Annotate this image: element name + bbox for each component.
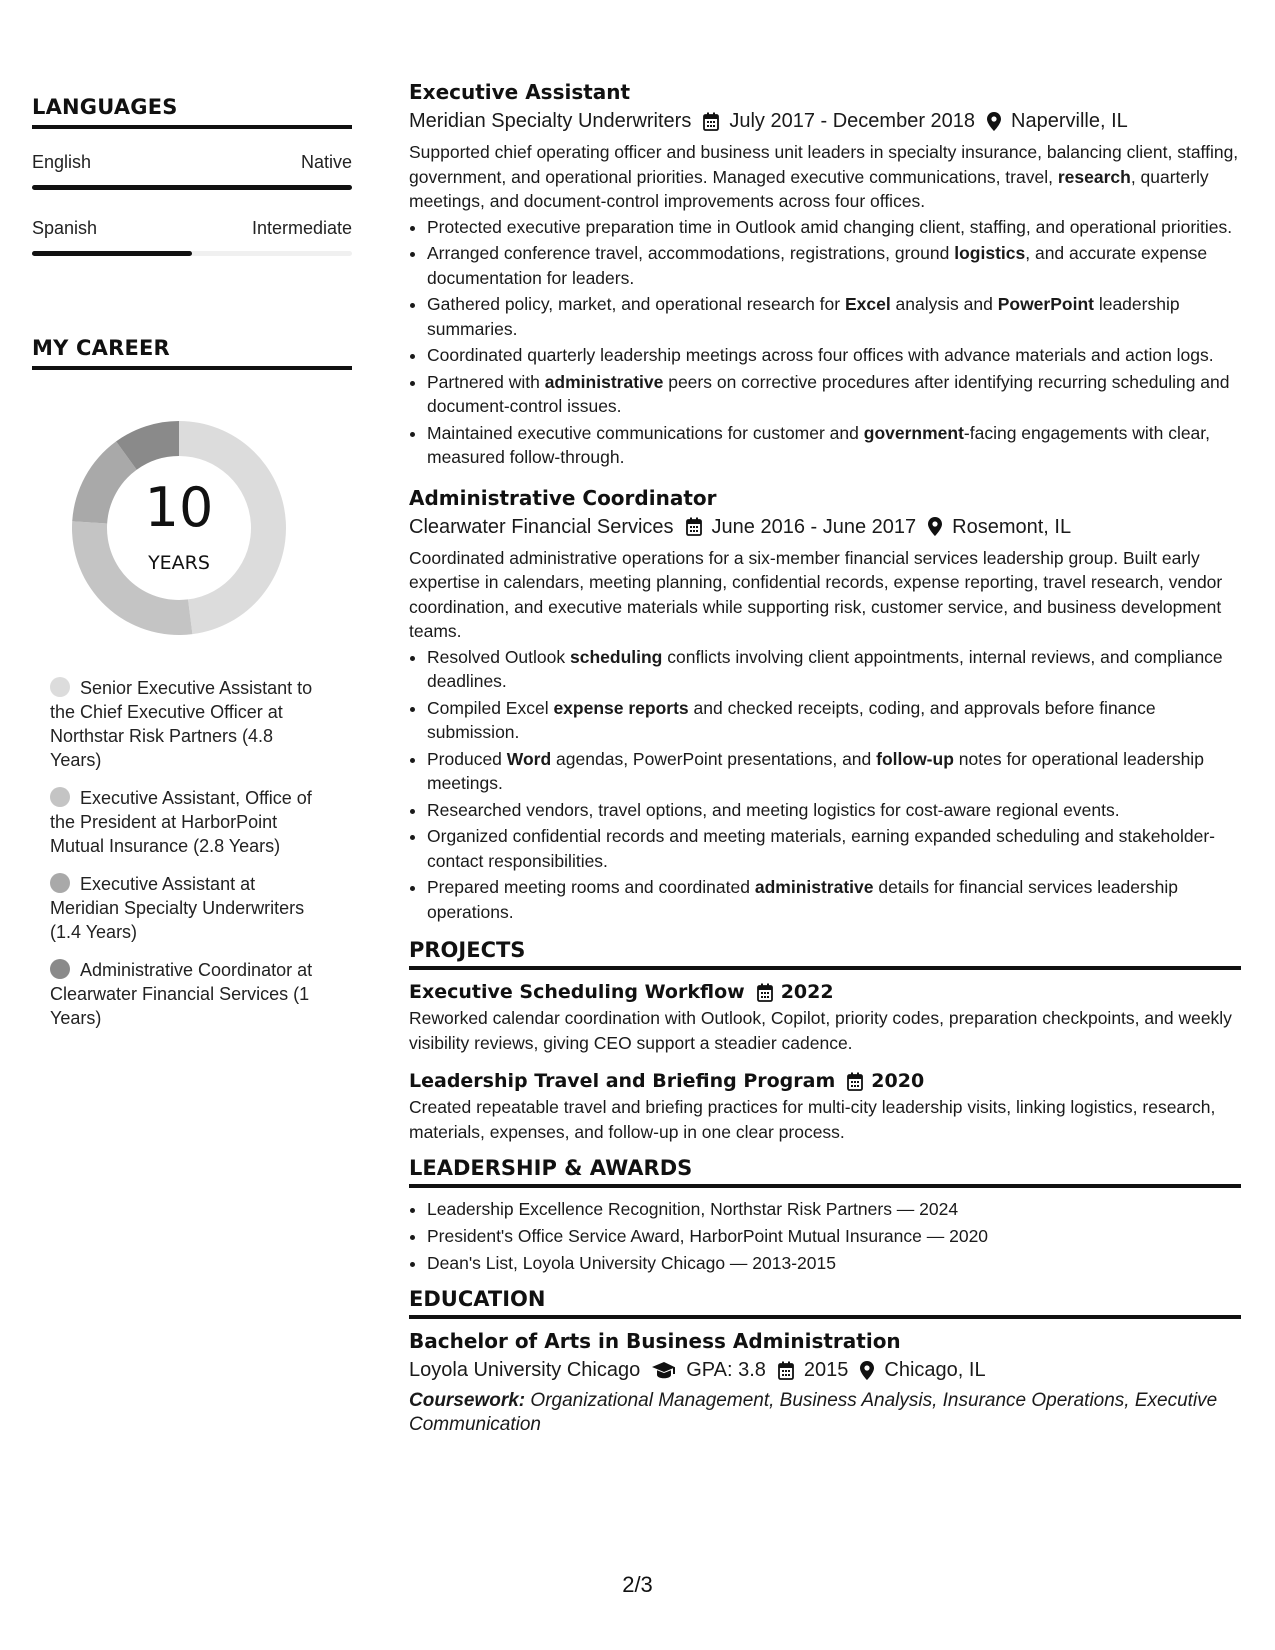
legend-dot [50,677,70,697]
job-meta [409,512,1241,542]
project-item [409,978,1241,1055]
bullet-item: • Partnered with administrative peers on corrective procedures after identifying recurring scheduling and document-control issues. [427,370,1241,419]
coursework [409,1389,1241,1437]
job-dates: June 2016 - June 2017 [711,515,917,538]
legend-label: Senior Executive Assistant to the Chief Executive Officer at Northstar Risk Partners (4.8 Years) [50,678,313,770]
job-title: Executive Assistant [409,80,631,104]
award-item: • Dean's List, Loyola University Chicago — 2013-2015 [427,1250,1241,1277]
job-bullets [427,645,1241,925]
donut-total-unit: YEARS [148,552,210,574]
language-level: Intermediate [251,218,352,238]
legend-label: Executive Assistant at Meridian Specialty Underwriters (1.4 Years) [50,874,305,942]
project-name: Executive Scheduling Workflow [409,981,745,1003]
job-dates: July 2017 - December 2018 [729,110,976,132]
bullet-item: • Arranged conference travel, accommodations, registrations, ground logistics, and accurate expense documentation for leaders. [427,241,1241,290]
degree-title: Bachelor of Arts in Business Administration [409,1329,901,1353]
career-donut-chart [64,413,294,643]
donut-total-number: 10 [144,476,214,539]
education-gpa: GPA: 3.8 [686,1359,766,1381]
coursework-label: Coursework: [409,1390,526,1411]
awards-heading: LEADERSHIP & AWARDS [409,1156,1241,1188]
education-location: Chicago, IL [884,1359,986,1381]
project-description: Reworked calendar coordination with Outlook, Copilot, priority codes, preparation checkpoints, and weekly visibility reviews, giving CEO support a steadier cadence. [409,1008,1232,1053]
legend-label: Executive Assistant, Office of the President at HarborPoint Mutual Insurance (2.8 Years) [50,788,312,856]
bullet-item: • Gathered policy, market, and operational research for Excel analysis and PowerPoint leadership summaries. [427,292,1241,341]
legend-dot [50,959,70,979]
graduation-cap-icon [652,1361,676,1379]
school-name: Loyola University Chicago [409,1359,641,1381]
bullet-item: • Resolved Outlook scheduling conflicts involving client appointments, internal reviews, and compliance deadlines. [427,645,1241,694]
calendar-icon [703,112,719,131]
project-item [409,1067,1241,1144]
calendar-icon [847,1072,863,1091]
education-meta [409,1355,1241,1385]
calendar-icon [686,517,702,536]
map-pin-icon [928,517,942,536]
job-summary: Coordinated administrative operations for a six-member financial services leadership group. Built early expertise in calendars, meeting planning, confidential records, expense reporting, travel research, vendor coordination, and executive materials while supporting risk, customer service, and business development teams. [409,547,1223,641]
page-number: 2/3 [622,1572,653,1597]
education-heading: EDUCATION [409,1287,1241,1319]
language-item [32,218,352,256]
experience-entry [409,484,1241,925]
career-legend [50,676,325,1044]
company-name: Meridian Specialty Underwriters [409,110,692,132]
language-bar-fill [32,251,192,256]
languages-heading: LANGUAGES [32,95,352,129]
job-location: Rosemont, IL [952,515,1072,538]
bullet-item: • Researched vendors, travel options, and meeting logistics for cost-aware regional events. [427,798,1241,823]
language-name: Spanish [32,218,98,238]
calendar-icon [757,983,773,1002]
language-bar [32,251,352,256]
project-year: 2020 [871,1070,925,1092]
career-heading: MY CAREER [32,336,352,370]
bullet-item: • Organized confidential records and meeting materials, earning expanded scheduling and stakeholder-contact responsibilities. [427,824,1241,873]
project-description: Created repeatable travel and briefing practices for multi-city leadership visits, linking logistics, research, materials, expenses, and follow-up in one clear process. [409,1097,1216,1142]
career-legend-item [50,958,325,1030]
job-meta [409,106,1241,136]
projects-heading: PROJECTS [409,938,1241,970]
bullet-item: • Protected executive preparation time in Outlook amid changing client, staffing, and operational priorities. [427,215,1241,240]
job-summary: Supported chief operating officer and business unit leaders in specialty insurance, balancing client, staffing, government, and operational priorities. Managed executive communications, travel, research, quarterly meetings, and document-control improvements across four offices. [409,142,1239,211]
award-item: • President's Office Service Award, HarborPoint Mutual Insurance — 2020 [427,1223,1241,1250]
project-name: Leadership Travel and Briefing Program [409,1070,836,1092]
career-legend-item [50,872,325,944]
legend-dot [50,787,70,807]
language-item [32,152,352,190]
language-bar [32,185,352,190]
right-column [409,78,1241,1437]
education-year: 2015 [803,1359,849,1381]
map-pin-icon [987,112,1001,131]
award-item: • Leadership Excellence Recognition, Northstar Risk Partners — 2024 [427,1196,1241,1223]
bullet-item: • Produced Word agendas, PowerPoint presentations, and follow-up notes for operational leadership meetings. [427,747,1241,796]
bullet-item: • Maintained executive communications for customer and government-facing engagements with clear, measured follow-through. [427,421,1241,470]
coursework-list: Organizational Management, Business Analysis, Insurance Operations, Executive Communication [409,1390,1218,1435]
career-legend-item [50,786,325,858]
language-level: Native [300,152,352,172]
map-pin-icon [860,1361,874,1380]
bullet-item: • Compiled Excel expense reports and checked receipts, coding, and approvals before finance submission. [427,696,1241,745]
bullet-item: • Prepared meeting rooms and coordinated administrative details for financial services leadership operations. [427,875,1241,924]
experience-entry [409,78,1241,470]
bullet-item: • Coordinated quarterly leadership meetings across four offices with advance materials and action logs. [427,343,1241,368]
job-bullets [427,215,1241,470]
language-bar-fill [32,185,352,190]
legend-label: Administrative Coordinator at Clearwater Financial Services (1 Years) [50,960,313,1028]
job-title: Administrative Coordinator [409,485,717,510]
company-name: Clearwater Financial Services [409,515,674,538]
job-location: Naperville, IL [1011,110,1128,132]
calendar-icon [778,1361,794,1380]
language-name: English [32,152,92,172]
awards-list [427,1196,1241,1277]
legend-dot [50,873,70,893]
career-legend-item [50,676,325,772]
project-year: 2022 [780,981,834,1003]
